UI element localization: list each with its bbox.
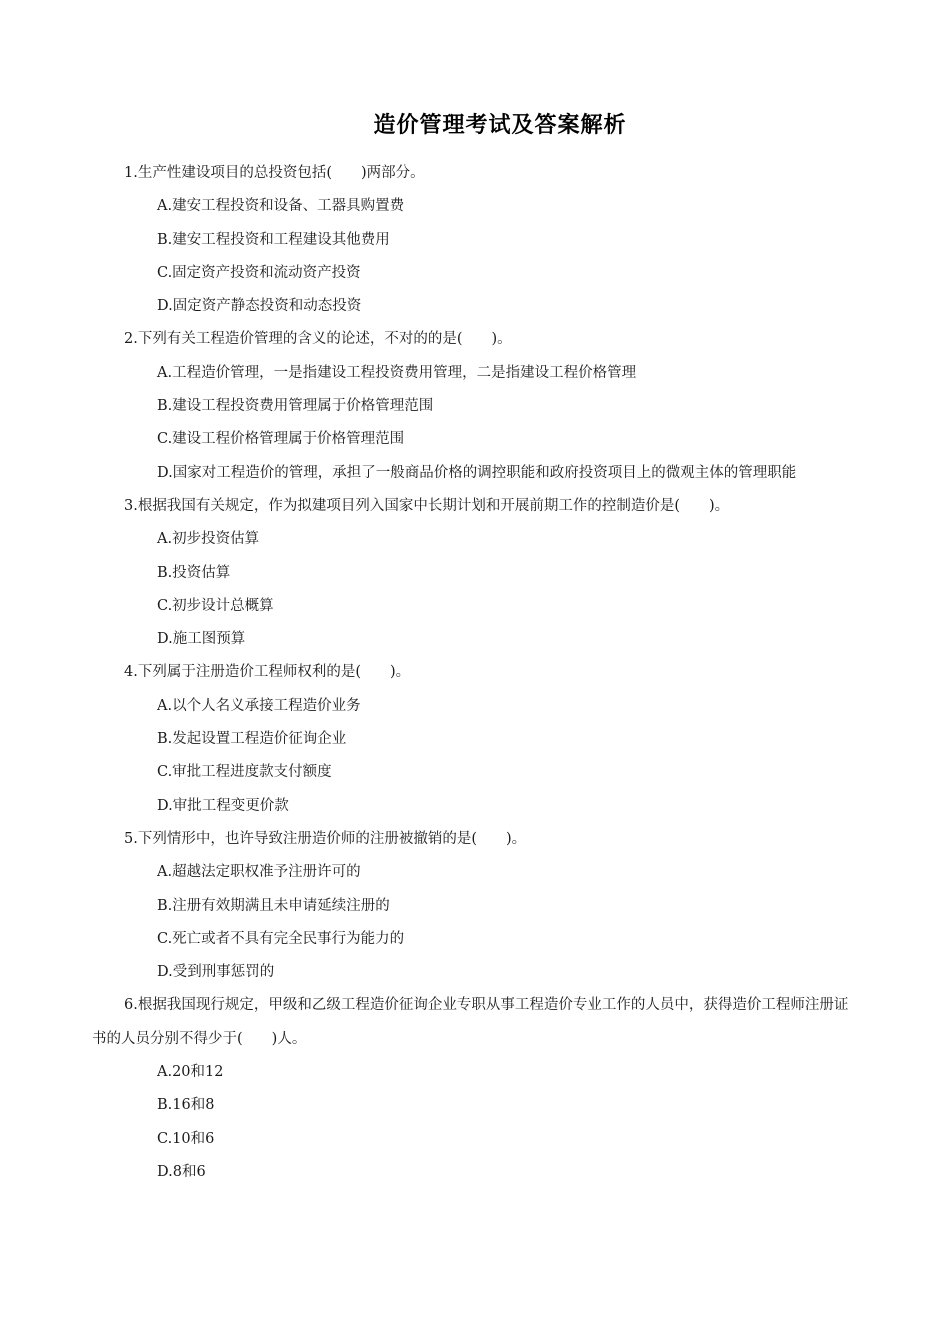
- answer-option: D.国家对工程造价的管理，承担了一般商品价格的调控职能和政府投资项目上的微观主体的管理职能: [157, 464, 797, 481]
- question-stem: 4.下列属于注册造价工程师权利的是( )。: [124, 664, 411, 681]
- question-list: [92, 157, 862, 1189]
- question-stem: 2.下列有关工程造价管理的含义的论述，不对的的是( )。: [124, 331, 512, 348]
- answer-option: D.施工图预算: [157, 631, 246, 648]
- answer-option: A.20和12: [157, 1064, 224, 1081]
- question-stem: 6.根据我国现行规定，甲级和乙级工程造价征询企业专职从事工程造价专业工作的人员中，获得造价工程师注册证书的人员分别不得少于( )人。: [92, 997, 849, 1047]
- answer-option: B.建安工程投资和工程建设其他费用: [157, 231, 390, 248]
- answer-option: B.建设工程投资费用管理属于价格管理范围: [157, 398, 434, 415]
- answer-option: D.8和6: [157, 1163, 206, 1180]
- answer-option: C.固定资产投资和流动资产投资: [157, 264, 361, 281]
- answer-option: C.10和6: [157, 1130, 215, 1147]
- answer-option: B.投资估算: [157, 564, 231, 581]
- answer-option: D.固定资产静态投资和动态投资: [157, 298, 362, 315]
- answer-option: A.初步投资估算: [157, 531, 260, 548]
- answer-option: D.审批工程变更价款: [157, 797, 289, 814]
- answer-option: B.发起设置工程造价征询企业: [157, 731, 347, 748]
- question-stem: 3.根据我国有关规定，作为拟建项目列入国家中长期计划和开展前期工作的控制造价是( )。: [124, 497, 730, 514]
- answer-option: B.注册有效期满且未申请延续注册的: [157, 897, 390, 914]
- answer-option: B.16和8: [157, 1097, 215, 1114]
- answer-option: D.受到刑事惩罚的: [157, 964, 275, 981]
- answer-option: A.超越法定职权准予注册许可的: [157, 864, 361, 881]
- answer-option: A.工程造价管理，一是指建设工程投资费用管理，二是指建设工程价格管理: [157, 364, 637, 381]
- answer-option: A.建安工程投资和设备、工器具购置费: [157, 198, 405, 215]
- answer-option: C.建设工程价格管理属于价格管理范围: [157, 431, 405, 448]
- answer-option: C.死亡或者不具有完全民事行为能力的: [157, 930, 405, 947]
- question-stem: 1.生产性建设项目的总投资包括( )两部分。: [124, 165, 425, 181]
- answer-option: A.以个人名义承接工程造价业务: [157, 697, 361, 714]
- question-stem: 5.下列情形中，也许导致注册造价师的注册被撤销的是( )。: [124, 830, 527, 847]
- document-title: 造价管理考试及答案解析: [373, 112, 627, 138]
- answer-option: C.审批工程进度款支付额度: [157, 764, 332, 781]
- answer-option: C.初步设计总概算: [157, 597, 274, 614]
